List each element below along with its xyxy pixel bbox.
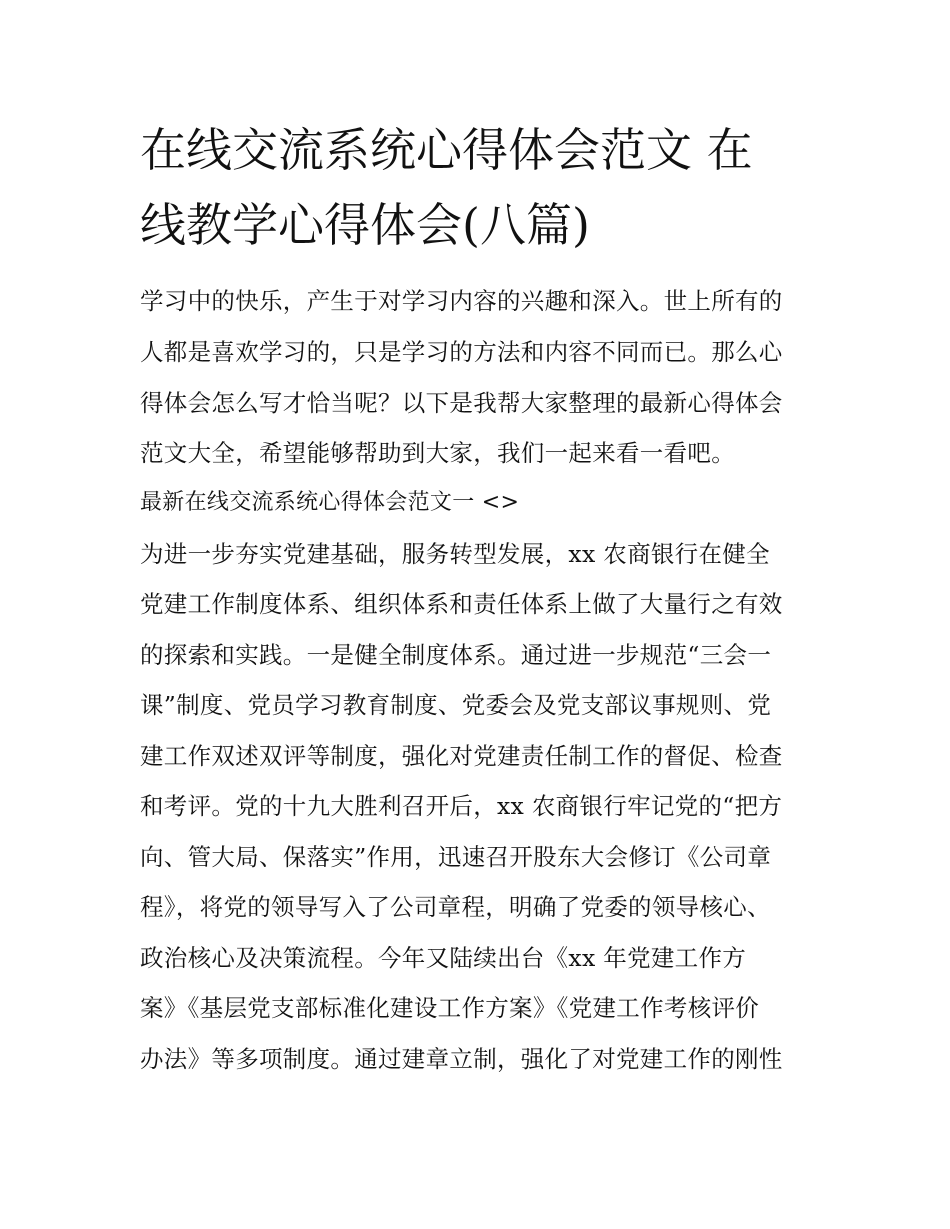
intro-paragraph-line-2: 人都是喜欢学习的，只是学习的方法和内容不同而已。那么心 [140,338,783,366]
intro-paragraph-line-3: 得体会怎么写才恰当呢？以下是我帮大家整理的最新心得体会 [140,389,783,417]
body-paragraph-line-10: 案》《基层党支部标准化建设工作方案》《党建工作考核评价 [140,994,760,1022]
body-paragraph-line-7: 向、管大局、保落实”作用，迅速召开股东大会修订《公司章 [140,843,772,871]
body-paragraph-line-11: 办法》等多项制度。通过建章立制，强化了对党建工作的刚性 [140,1045,783,1073]
document-title-line-1: 在线交流系统心得体会范文 在 [140,123,753,177]
body-paragraph-line-3: 的探索和实践。一是健全制度体系。通过进一步规范“三会一 [140,641,772,669]
body-paragraph-line-2: 党建工作制度体系、组织体系和责任体系上做了大量行之有效 [140,590,783,618]
intro-paragraph-line-1: 学习中的快乐，产生于对学习内容的兴趣和深入。世上所有的 [140,287,783,315]
section-heading: 最新在线交流系统心得体会范文一 <> [140,490,520,515]
body-paragraph-line-1: 为进一步夯实党建基础，服务转型发展，xx 农商银行在健全 [140,540,770,568]
body-paragraph-line-9: 政治核心及决策流程。今年又陆续出台《xx 年党建工作方 [140,944,747,972]
intro-paragraph-line-4: 范文大全，希望能够帮助到大家，我们一起来看一看吧。 [140,439,735,467]
document-title-line-2: 线教学心得体会(八篇) [140,198,590,252]
body-paragraph-line-4: 课”制度、党员学习教育制度、党委会及党支部议事规则、党 [140,691,772,719]
body-paragraph-line-5: 建工作双述双评等制度，强化对党建责任制工作的督促、检查 [140,742,783,770]
body-paragraph-line-8: 程》，将党的领导写入了公司章程，明确了党委的领导核心、 [140,893,771,921]
body-paragraph-line-6: 和考评。党的十九大胜利召开后，xx 农商银行牢记党的“把方 [140,792,783,820]
